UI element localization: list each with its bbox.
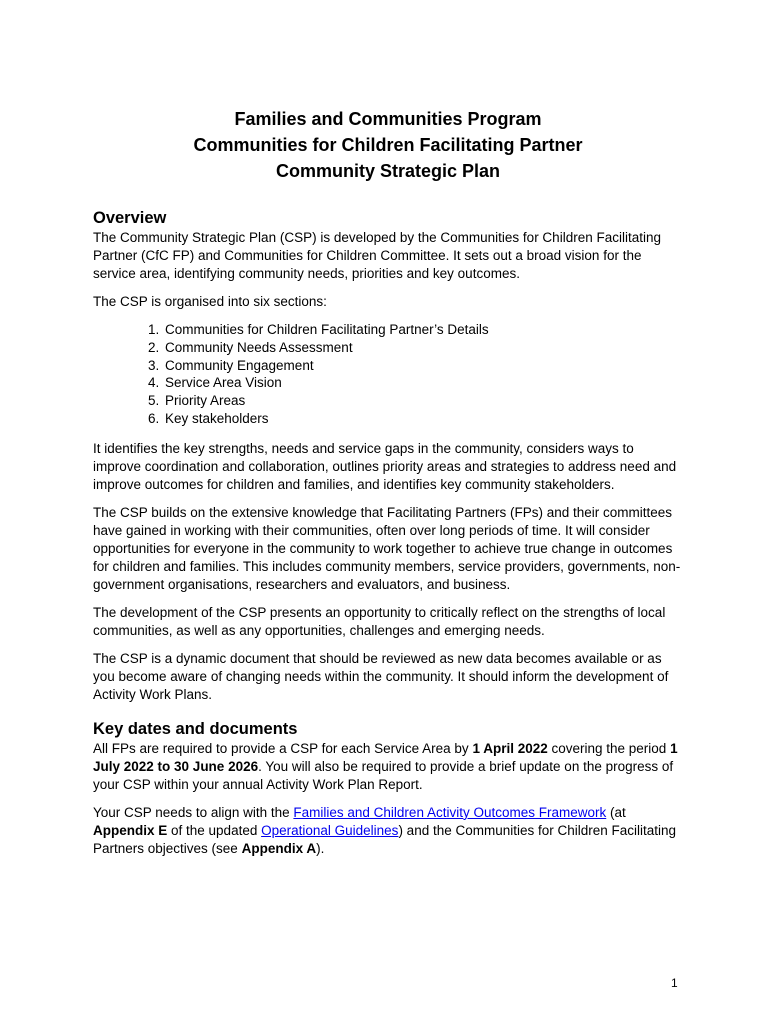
- deadline-date: 1 April 2022: [472, 740, 548, 756]
- list-item: 4. Service Area Vision: [163, 374, 683, 392]
- title-line-1: Families and Communities Program: [234, 109, 542, 129]
- outcomes-framework-link[interactable]: Families and Children Activity Outcomes Framework: [293, 804, 607, 820]
- appendix-e-ref: Appendix E: [93, 822, 168, 838]
- sections-list: [93, 321, 683, 428]
- key-dates-paragraph-1: [93, 740, 683, 794]
- document-page: [93, 106, 683, 868]
- appendix-a-ref: Appendix A: [241, 840, 317, 856]
- text-run: Your CSP needs to align with the: [93, 804, 294, 820]
- key-dates-heading: Key dates and documents: [93, 719, 298, 738]
- key-dates-paragraph-2: [93, 804, 683, 858]
- overview-paragraph-5: The development of the CSP presents an opportunity to critically reflect on the strengths of local communities, as well as any opportunities, challenges and emerging needs.: [93, 604, 666, 638]
- text-run: of the updated: [167, 822, 262, 838]
- list-item: 5. Priority Areas: [163, 392, 683, 410]
- text-run: All FPs are required to provide a CSP for each Service Area by: [93, 740, 473, 756]
- overview-paragraph-6: The CSP is a dynamic document that should be reviewed as new data becomes available or as you become aware of changing needs within the community. It should inform the development of Activity Work Plans.: [93, 650, 669, 702]
- list-item: 2. Community Needs Assessment: [163, 339, 683, 357]
- text-run: ).: [316, 840, 325, 856]
- overview-paragraph-3: It identifies the key strengths, needs and service gaps in the community, considers ways to improve coordination and collaboration, outlines priority areas and strategies to address need and improve outcomes for children and families, and identifies key community stakeholders.: [93, 440, 677, 492]
- title-line-3: Community Strategic Plan: [275, 161, 501, 181]
- list-item: 3. Community Engagement: [163, 357, 683, 375]
- document-title: [93, 106, 683, 184]
- text-run: . You will also be required to provide a brief update on the progress of your CSP within your annual Activity Work Plan Report.: [93, 758, 674, 792]
- plan-period: 1 July 2022 to 30 June 2026: [93, 740, 678, 774]
- text-run: ) and the Communities for Children Facilitating Partners objectives (see: [93, 822, 677, 856]
- operational-guidelines-link[interactable]: Operational Guidelines: [261, 822, 399, 838]
- list-item: 1. Communities for Children Facilitating Partner’s Details: [163, 321, 683, 339]
- page-number: 1: [671, 976, 678, 990]
- title-line-2: Communities for Children Facilitating Partner: [193, 135, 583, 155]
- overview-paragraph-4: The CSP builds on the extensive knowledge that Facilitating Partners (FPs) and their committees have gained in working with their communities, often over long periods of time. It will consider opportunities for everyone in the community to work together to achieve true change in outcomes for children and families. This includes community members, service providers, governments, non-government organisations, researchers and evaluators, and business.: [93, 504, 681, 592]
- overview-paragraph-2: The CSP is organised into six sections:: [93, 294, 327, 309]
- text-run: covering the period: [547, 740, 671, 756]
- overview-heading: Overview: [93, 209, 167, 227]
- list-item: 6. Key stakeholders: [163, 410, 683, 428]
- text-run: (at: [606, 804, 626, 820]
- overview-paragraph-1: The Community Strategic Plan (CSP) is developed by the Communities for Children Facilitating Partner (CfC FP) and Communities for Children Committee. It sets out a broad vision for the service area, identifying community needs, priorities and key outcomes.: [93, 230, 661, 281]
